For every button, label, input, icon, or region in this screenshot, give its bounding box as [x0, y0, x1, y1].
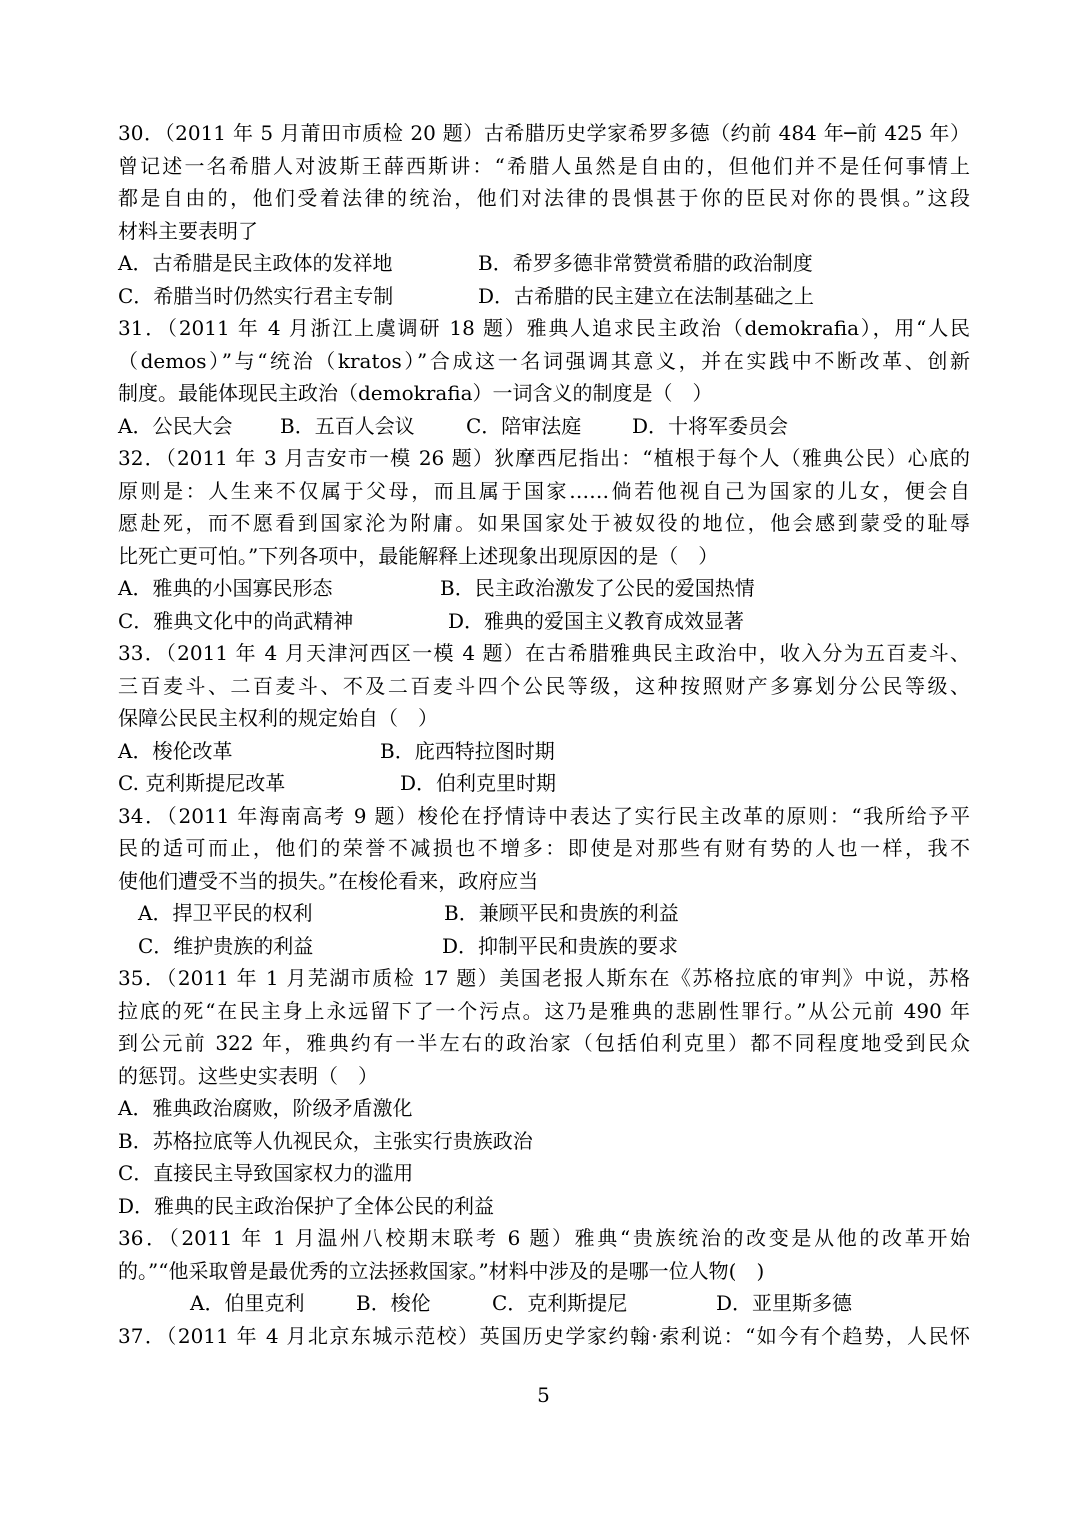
question-34-line-2: 民的适可而止，他们的荣誉不减损也不增多：即使是对那些有财有势的人也一样，我不: [118, 836, 970, 860]
question-33-options-row-1: [118, 736, 970, 766]
option-c: C．雅典文化中的尚武精神: [118, 608, 354, 633]
option-c: C．直接民主导致国家权力的滥用: [118, 1161, 414, 1185]
question-36-line-2: 的。”“他采取曾是最优秀的立法拯救国家。”材料中涉及的是哪一位人物( ): [118, 1258, 765, 1283]
option-c: C．维护贵族的利益: [138, 933, 314, 958]
question-30-line-4: 材料主要表明了: [118, 218, 258, 243]
question-37-line-1: 37．（2011 年 4 月北京东城示范校）英国历史学家约翰·索利说：“如今有个趋势，人民怀: [118, 1323, 970, 1348]
question-31-line-3: 制度。最能体现民主政治（demokrafia）一词含义的制度是（ ）: [118, 381, 713, 405]
question-32-line-4: 比死亡更可怕。”下列各项中，最能解释上述现象出现原因的是（ ）: [118, 543, 719, 568]
question-32-line-3: 愿赴死，而不愿看到国家沦为附庸。如果国家处于被奴役的地位，他会感到蒙受的耻辱: [118, 511, 970, 535]
question-32-line-1: 32．（2011 年 3 月吉安市一模 26 题）狄摩西尼指出：“植根于每个人（雅典公民）心底的: [118, 446, 970, 470]
option-a: A．雅典政治腐败，阶级矛盾激化: [118, 1096, 413, 1120]
option-d: D．亚里斯多德: [716, 1291, 853, 1315]
question-34-options-row-2: [118, 931, 970, 961]
option-a: A．梭伦改革: [118, 738, 233, 763]
option-d: D．十将军委员会: [632, 413, 789, 438]
question-31-options-row: [118, 411, 970, 441]
question-33-line-3: 保障公民民主权利的规定始自（ ）: [118, 706, 438, 730]
option-b: B．五百人会议: [280, 413, 415, 438]
question-32-options-row-1: [118, 573, 970, 603]
question-35-line-1: 35．（2011 年 1 月芜湖市质检 17 题）美国老报人斯东在《苏格拉底的审判》中说，苏格: [118, 966, 970, 990]
question-36-options-row: [118, 1288, 970, 1318]
question-35-line-3: 到公元前 322 年，雅典约有一半左右的政治家（包括伯利克里）都不同程度地受到民众: [118, 1031, 970, 1055]
option-d: D．雅典的民主政治保护了全体公民的利益: [118, 1193, 495, 1218]
question-33-line-1: 33．（2011 年 4 月天津河西区一模 4 题）在古希腊雅典民主政治中，收入分为五百麦斗、: [118, 641, 970, 665]
option-a: A．古希腊是民主政体的发祥地: [118, 251, 393, 275]
option-b: B．兼顾平民和贵族的利益: [444, 901, 679, 925]
question-31-line-2: （demos）”与“统治（kratos）”合成这一名词强调其意义，并在实践中不断改革、创新: [118, 348, 970, 373]
question-30-line-1: 30．（2011 年 5 月莆田市质检 20 题）古希腊历史学家希罗多德（约前 484 年─前 425 年）: [118, 121, 970, 145]
option-a: A．捍卫平民的权利: [138, 901, 313, 925]
page-number: 5: [537, 1383, 550, 1407]
question-33-line-2: 三百麦斗、二百麦斗、不及二百麦斗四个公民等级，这种按照财产多寡划分公民等级、: [118, 673, 970, 698]
question-30-options-row-1: [118, 248, 970, 278]
question-35-line-4: 的惩罚。这些史实表明（ ）: [118, 1063, 378, 1088]
option-a: A．雅典的小国寡民形态: [118, 576, 333, 600]
question-34-line-1: 34．（2011 年海南高考 9 题）梭伦在抒情诗中表达了实行民主改革的原则：“我所给予平: [118, 803, 970, 828]
option-c: C．克利斯提尼: [492, 1291, 628, 1315]
option-d: D．雅典的爱国主义教育成效显著: [448, 608, 745, 633]
option-a: A．伯里克利: [190, 1291, 305, 1315]
option-d: D．伯利克里时期: [400, 771, 557, 795]
option-b: B．希罗多德非常赞赏希腊的政治制度: [478, 251, 813, 275]
question-31-line-1: 31．（2011 年 4 月浙江上虞调研 18 题）雅典人追求民主政治（demokrafia），用“人民: [118, 316, 970, 340]
question-36-line-1: 36．（2011 年 1 月温州八校期末联考 6 题）雅典“贵族统治的改变是从他的改革开始: [118, 1226, 970, 1250]
option-b: B．庇西特拉图时期: [380, 738, 555, 763]
question-30-line-3: 都是自由的，他们受着法律的统治，他们对法律的畏惧甚于你的臣民对你的畏惧。”这段: [118, 186, 970, 210]
option-c: C. 克利斯提尼改革: [118, 771, 286, 795]
option-b: B．民主政治激发了公民的爱国热情: [440, 576, 755, 600]
question-32-options-row-2: [118, 606, 970, 636]
question-35-line-2: 拉底的死“在民主身上永远留下了一个污点。这乃是雅典的悲剧性罪行。”从公元前 490 年: [118, 998, 970, 1023]
option-b: B．梭伦: [356, 1291, 431, 1315]
option-c: C．希腊当时仍然实行君主专制: [118, 283, 394, 308]
option-d: D．抑制平民和贵族的要求: [442, 933, 679, 958]
option-d: D．古希腊的民主建立在法制基础之上: [478, 283, 815, 308]
option-a: A．公民大会: [118, 413, 233, 438]
question-34-line-3: 使他们遭受不当的损失。”在梭伦看来，政府应当: [118, 868, 539, 893]
option-c: C．陪审法庭: [466, 413, 582, 438]
option-b: B．苏格拉底等人仇视民众，主张实行贵族政治: [118, 1128, 533, 1153]
question-30-line-2: 曾记述一名希腊人对波斯王薛西斯讲：“希腊人虽然是自由的，但他们并不是任何事情上: [118, 153, 970, 178]
question-32-line-2: 原则是：人生来不仅属于父母，而且属于国家……倘若他视自己为国家的儿女，便会自: [118, 478, 970, 503]
question-30-options-row-2: [118, 281, 970, 311]
question-34-options-row-1: [118, 898, 970, 928]
question-33-options-row-2: [118, 768, 970, 798]
